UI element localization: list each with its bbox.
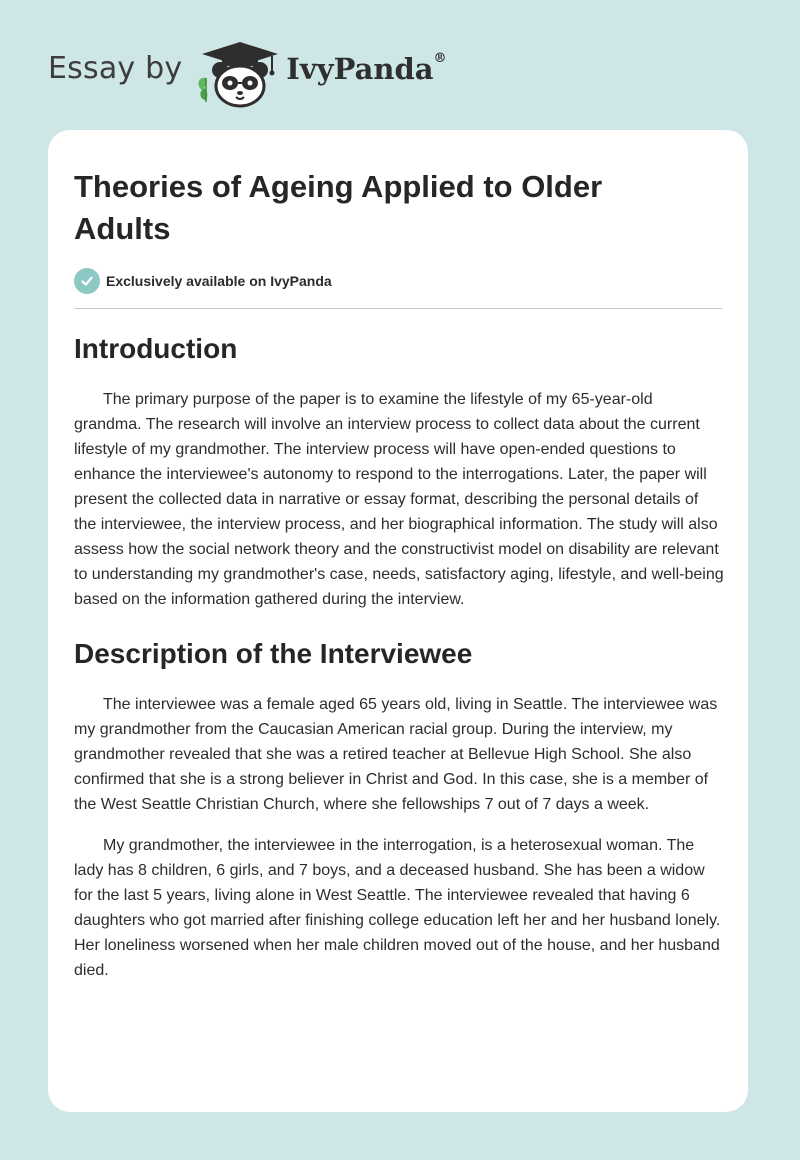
paragraph: The primary purpose of the paper is to examine the lifestyle of my 65-year-old grandma. The research will involve an interview process to collect data about the current lifestyle of my grandmother. The interview process will have open-ended questions to enhance the interviewee's autonomy to respond to the interrogations. Later, the paper will present the collected data in narrative or essay format, describing the personal details of the interviewee, the interview process, and her biographical information. The study will also assess how the social network theory and the constructivist model on disability are relevant to understanding my grandmother's case, needs, satisfactory aging, lifestyle, and well-being based on the information gathered during the interview. (74, 391, 724, 608)
section-heading-description: Description of the Interviewee (74, 638, 473, 669)
check-circle-icon (74, 268, 100, 294)
exclusive-badge (74, 268, 722, 294)
registered-mark: ® (433, 51, 447, 67)
paragraph: My grandmother, the interviewee in the interrogation, is a heterosexual woman. The lady has 8 children, 6 girls, and 7 boys, and a deceased husband. She has been a widow for the last 5 years, living alone in West Seattle. The interviewee revealed that having 6 daughters who got married after finishing college education left her and her husband lonely. Her loneliness worsened when her male children moved out of the house, and her husband died. (74, 837, 721, 979)
site-header (48, 36, 447, 108)
brand-name: IvyPanda® (286, 51, 447, 86)
exclusive-badge-label: Exclusively available on IvyPanda (106, 273, 332, 289)
essay-by-label: Essay by (48, 50, 183, 86)
paragraph: The interviewee was a female aged 65 years old, living in Seattle. The interviewee was my grandmother from the Caucasian American racial group. During the interview, my grandmother revealed that she was a retired teacher at Bellevue High School. She also confirmed that she is a strong believer in Christ and God. In this case, she is a member of the West Seattle Christian Church, where she fellowships 7 out of 7 days a week. (74, 696, 718, 813)
page-title: Theories of Ageing Applied to Older Adults (74, 169, 603, 246)
divider (74, 308, 722, 309)
panda-graduate-icon (192, 36, 288, 108)
section-heading-introduction: Introduction (74, 333, 238, 364)
essay-card (48, 130, 748, 1112)
